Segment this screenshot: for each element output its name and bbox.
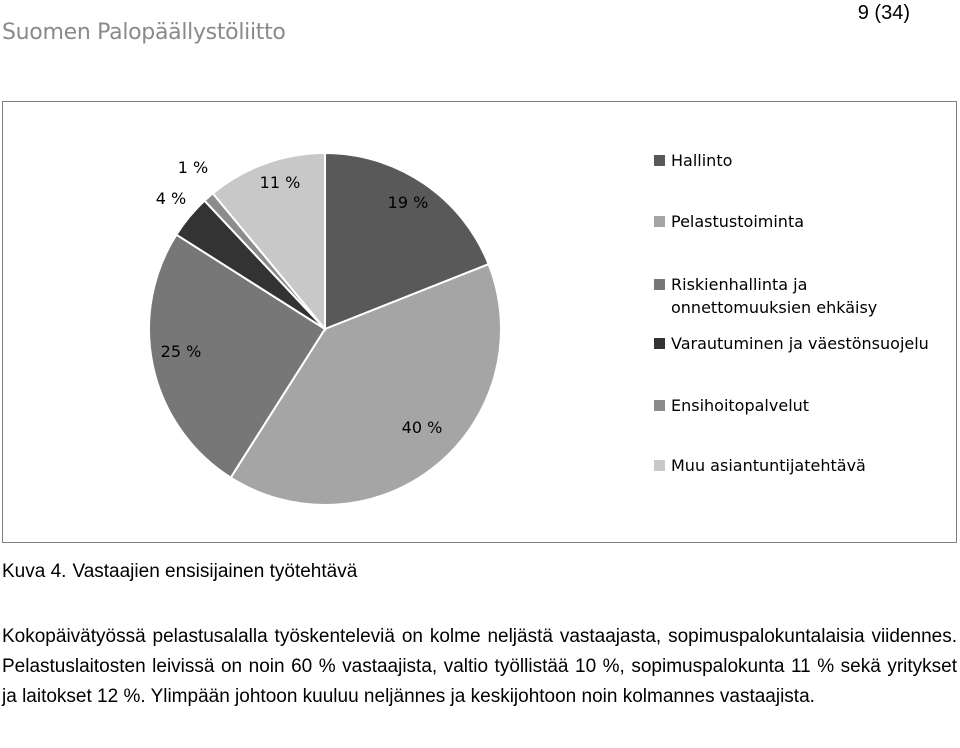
legend-label: Muu asiantuntijatehtävä: [671, 456, 866, 475]
body-paragraph: Kokopäivätyössä pelastusalalla työskenteleviä on kolme neljästä vastaajasta, sopimuspalokuntalaisia viidennes. Pelastuslaitosten leivissä on noin 60 % vastaajista, valtio työllistää 10 %, sopimuspalokunta 11 % sekä yritykset ja laitokset 12 %. Ylimpään johtoon kuuluu neljännes ja keskijohtoon noin kolmannes vastaajista.: [2, 626, 957, 707]
slice-data-label: 25 %: [160, 342, 202, 361]
organization-name: Suomen Palopäällystöliitto: [2, 20, 286, 45]
slice-data-label: 4 %: [155, 189, 187, 208]
legend-swatch: [654, 400, 665, 411]
slice-data-label: 1 %: [177, 158, 209, 177]
pie-chart: [2, 101, 957, 543]
page-number: 9 (34): [857, 2, 910, 24]
legend-label: Pelastustoiminta: [671, 212, 805, 231]
legend-swatch: [654, 155, 665, 166]
slice-data-label: 11 %: [259, 173, 301, 192]
legend-label: onnettomuuksien ehkäisy: [671, 298, 878, 317]
legend-swatch: [654, 460, 665, 471]
slice-data-label: 19 %: [387, 193, 429, 212]
legend-label: Ensihoitopalvelut: [671, 396, 810, 415]
pie-chart-canvas: [3, 102, 958, 544]
figure-caption: [2, 561, 357, 583]
legend-swatch: [654, 279, 665, 290]
legend-label: Hallinto: [671, 151, 733, 170]
legend-label: Varautuminen ja väestönsuojelu: [671, 334, 929, 353]
legend-label: Riskienhallinta ja: [671, 275, 808, 294]
legend-swatch: [654, 216, 665, 227]
slice-data-label: 40 %: [401, 418, 443, 437]
legend-swatch: [654, 338, 665, 349]
figure-number: Kuva 4.: [2, 561, 67, 582]
figure-title: Vastaajien ensisijainen työtehtävä: [72, 561, 358, 582]
